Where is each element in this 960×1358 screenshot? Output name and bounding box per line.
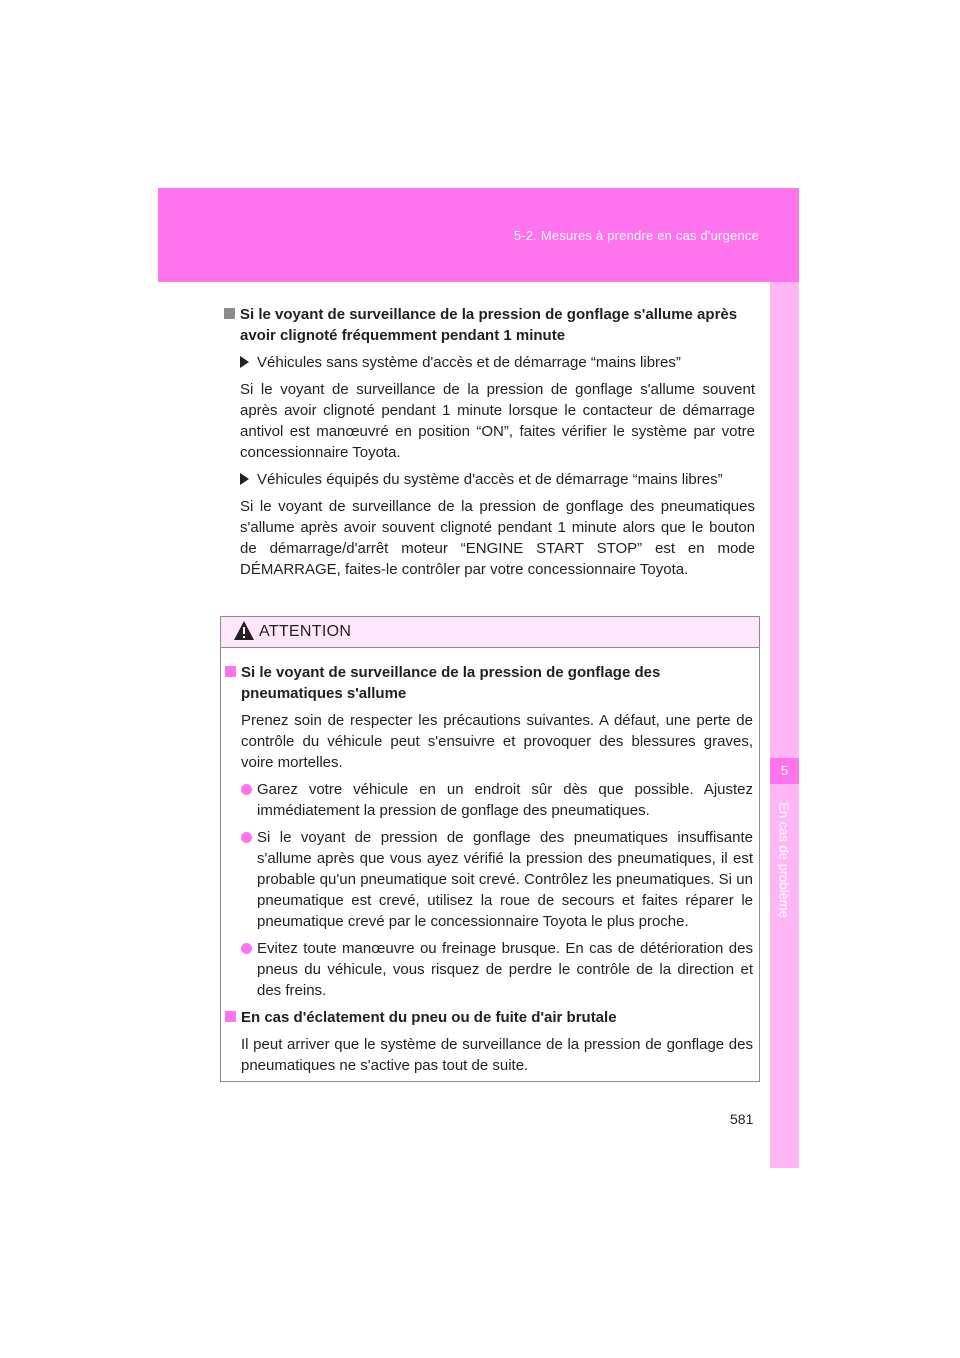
attention-text-2: Il peut arriver que le système de surveillance de la pression de gonflage des pneumatiques ne s'active pas tout de suite. <box>241 1036 753 1074</box>
main-content <box>224 304 755 580</box>
circle-bullet-icon <box>241 943 252 954</box>
attention-body <box>221 648 759 1076</box>
side-tab <box>770 282 799 1168</box>
chapter-label: En cas de problème <box>776 802 792 918</box>
attention-bullet: Evitez toute manœuvre ou freinage brusque. En cas de détérioration des pneus du véhicule, vous risquez de perdre le contrôle de la direction et des freins. <box>225 938 753 1001</box>
arrow-right-icon <box>240 473 249 485</box>
square-bullet-icon <box>225 1011 236 1022</box>
variant2-text: Si le voyant de surveillance de la pression de gonflage des pneumatiques s'allume après avoir souvent clignoté pendant 1 minute alors que le bouton de démarrage/d'arrêt moteur “ENGINE START STOP” est en mode DÉMARRAGE, faites-le contrôler par votre concessionnaire Toyota. <box>240 498 755 578</box>
circle-bullet-icon <box>241 832 252 843</box>
attention-title: ATTENTION <box>259 623 352 640</box>
arrow-right-icon <box>240 356 249 368</box>
attention-header <box>221 617 759 648</box>
attention-text-1: Prenez soin de respecter les précautions suivantes. A défaut, une perte de contrôle du véhicule peut s'ensuivre et provoquer des blessures graves, voire mortelles. <box>241 712 753 771</box>
attention-bullet: Garez votre véhicule en un endroit sûr dès que possible. Ajustez immédiatement la pression de gonflage des pneumatiques. <box>225 779 753 821</box>
circle-bullet-icon <box>241 784 252 795</box>
main-heading: Si le voyant de surveillance de la pression de gonflage s'allume après avoir clignoté fréquemment pendant 1 minute <box>224 304 755 346</box>
attention-heading-1: Si le voyant de surveillance de la pression de gonflage des pneumatiques s'allume <box>225 662 753 704</box>
square-bullet-icon <box>224 308 235 319</box>
square-bullet-icon <box>225 666 236 677</box>
variant1-text: Si le voyant de surveillance de la pression de gonflage s'allume souvent après avoir clignoté pendant 1 minute lorsque le contacteur de démarrage antivol est manœuvré en position “ON”, faites vérifier le système par votre concessionnaire Toyota. <box>240 381 755 461</box>
warning-icon <box>233 620 255 642</box>
attention-box <box>220 616 760 1082</box>
variant2-label: Véhicules équipés du système d'accès et de démarrage “mains libres” <box>224 469 755 490</box>
chapter-number: 5 <box>770 758 799 784</box>
page-number: 581 <box>730 1111 754 1127</box>
header-band <box>158 188 799 282</box>
variant1-label: Véhicules sans système d'accès et de démarrage “mains libres” <box>224 352 755 373</box>
section-title: 5-2. Mesures à prendre en cas d'urgence <box>513 228 759 243</box>
attention-bullet: Si le voyant de pression de gonflage des pneumatiques insuffisante s'allume après que vous ayez vérifié la pression des pneumatiques, il est probable qu'un pneumatique soit crevé. Contrôlez les pneumatiques. Si un pneumatique est crevé, utilisez la roue de secours et faites réparer le pneumatique crevé par le concessionnaire Toyota le plus proche. <box>225 827 753 932</box>
attention-heading-2: En cas d'éclatement du pneu ou de fuite d'air brutale <box>225 1007 753 1028</box>
